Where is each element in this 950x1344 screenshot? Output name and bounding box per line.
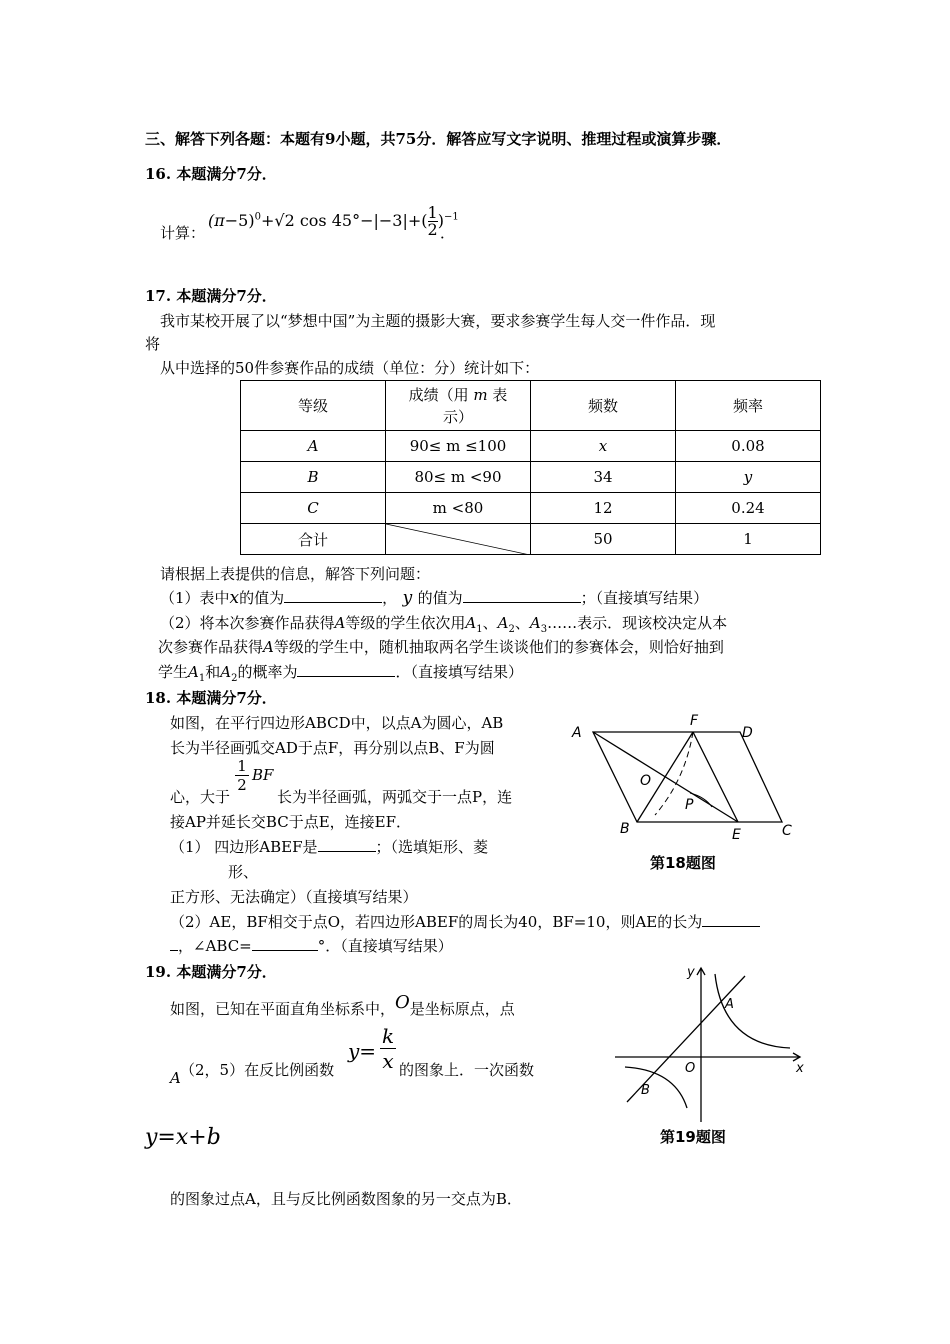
blank-ae-cont[interactable] — [170, 936, 178, 951]
q18-sub1 — [170, 836, 488, 857]
q17-p2-text: 次参赛作品获得 — [158, 638, 264, 656]
blank-probability[interactable] — [297, 662, 395, 677]
blank-x[interactable] — [284, 588, 382, 603]
table-row — [241, 524, 821, 555]
q18-sub1d: 正方形、无法确定）（直接填写结果） — [170, 888, 418, 906]
section-heading: 三、解答下列各题：本题有9小题，共75分．解答应写文字说明、推理过程或演算步骤． — [145, 130, 732, 148]
table-header: 频数 — [531, 381, 676, 431]
q17-p2-text: ．（直接填写结果） — [395, 663, 523, 681]
q18-sub1c: 形、 — [228, 863, 259, 881]
table-cell: B — [241, 462, 386, 493]
table-row — [241, 493, 821, 524]
q17-p2-text: 等级的学生依次用 — [345, 614, 466, 632]
q19-line1-text: 是坐标原点，点 — [409, 1000, 515, 1018]
q19-line4: 的图象过点A，且与反比例函数图象的另一交点为B． — [170, 1190, 522, 1208]
blank-shape[interactable] — [318, 837, 376, 852]
q18-sub2-text: ，∠ABC= — [178, 937, 252, 955]
point-b-label: B — [641, 1083, 650, 1098]
q16-end: ． — [440, 224, 456, 242]
q17-p1-text: （1）表中 — [160, 589, 230, 607]
q19-line1 — [170, 992, 515, 1019]
blank-angle[interactable] — [252, 936, 318, 951]
q18-sub1-text: ；（选填矩形、菱 — [375, 838, 489, 856]
table-cell: 90≤ m ≤100 — [386, 431, 531, 462]
table-cell: 80≤ m <90 — [386, 462, 531, 493]
table-cell: 0.08 — [676, 431, 821, 462]
q17-prompt: 请根据上表提供的信息，解答下列问题： — [160, 565, 431, 583]
q19-point-a: A — [170, 1069, 181, 1087]
q17-p2-text: 等级的学生中，随机抽取两名学生谈谈他们的参赛体会，则恰好抽到 — [273, 638, 724, 656]
symbol-o: O — [395, 992, 410, 1013]
origin-label: O — [685, 1061, 696, 1076]
table-header-row — [241, 381, 821, 431]
q19-line1-text: 如图，已知在平面直角坐标系中， — [170, 1000, 396, 1018]
hyperbola-branch-2 — [625, 1067, 687, 1108]
q17-p1-text: 的值为 — [417, 589, 463, 607]
table-cell: 12 — [531, 493, 676, 524]
table-row — [241, 431, 821, 462]
q19-fn-y: y= — [348, 1039, 377, 1063]
label-p: P — [685, 797, 694, 813]
table-cell: C — [241, 493, 386, 524]
q18-figure-caption: 第18题图 — [650, 854, 716, 872]
q17-p1-text: ， — [382, 589, 398, 607]
fn-numerator: k — [381, 1024, 395, 1048]
table-cell: 1 — [676, 524, 821, 555]
q17-p1-text: 的值为 — [239, 589, 285, 607]
q16-expression: $(\pi-5)^0+√2$ cos 45°−|−3|+( $\frac{1}{2}$ )$^{-1}$ — [208, 203, 459, 239]
q18-line3b: 长为半径画弧，两弧交于一点P，连 — [277, 788, 513, 806]
q19-line2c: 的图象上．一次函数 — [399, 1061, 535, 1079]
q19-figure — [605, 960, 820, 1150]
table-cell: y — [676, 462, 821, 493]
table-cell: 0.24 — [676, 493, 821, 524]
q17-p2-text: （2）将本次参赛作品获得 — [160, 614, 335, 632]
q18-frac-var: BF — [252, 766, 274, 784]
table-header: 等级 — [241, 381, 386, 431]
table-cell: m <80 — [386, 493, 531, 524]
q18-line1: 如图，在平行四边形ABCD中，以点A为圆心，AB — [170, 714, 504, 732]
fn-denominator: x — [382, 1049, 394, 1073]
blank-y[interactable] — [463, 588, 581, 603]
q18-sub2 — [170, 911, 760, 932]
q18-sub2-text: （2）AE，BF相交于点O，若四边形ABEF的周长为40，BF=10，则AE的长为 — [170, 913, 703, 931]
table-cell: A — [241, 431, 386, 462]
q17-intro-1: 我市某校开展了以“梦想中国”为主题的摄影大赛，要求参赛学生每人交一件作品．现 — [160, 312, 716, 330]
q17-intro-1b: 将 — [145, 335, 161, 353]
label-d: D — [742, 725, 753, 741]
q19-line2: （2，5）在反比例函数 — [180, 1061, 335, 1079]
q18-line4: 接AP并延长交BC于点E，连接EF． — [170, 813, 412, 831]
q18-line2: 长为半径画弧交AD于点F，再分别以点B、F为圆 — [170, 739, 495, 757]
q18-heading: 18. 本题满分7分． — [145, 689, 277, 707]
q18-sub2-text: °．（直接填写结果） — [317, 937, 453, 955]
axis-label-y: y — [687, 965, 695, 980]
diagonal-line — [386, 524, 530, 555]
q19-fn-fraction — [380, 1024, 396, 1073]
label-e: E — [732, 827, 741, 843]
q18-sub1-text: （1） 四边形ABEF是 — [170, 838, 318, 856]
q17-intro-2: 从中选择的50件参赛作品的成绩（单位：分）统计如下： — [160, 359, 540, 377]
q17-p2-text: 的概率为 — [237, 663, 298, 681]
blank-ae[interactable] — [702, 912, 760, 927]
label-o: O — [640, 773, 652, 789]
q18-line3a: 心，大于 — [170, 788, 231, 806]
table-header: 频率 — [676, 381, 821, 431]
label-b: B — [620, 821, 630, 837]
q17-part2-line2: 次参赛作品获得A等级的学生中，随机抽取两名学生谈谈他们的参赛体会，则恰好抽到 — [158, 638, 724, 656]
table-cell: 34 — [531, 462, 676, 493]
table-header: 成绩（用 m 表 示） — [386, 381, 531, 431]
point-a-label: A — [725, 997, 734, 1012]
q17-part2-line1: （2）将本次参赛作品获得A等级的学生依次用$A_1$、$A_2$、$A_3\dots\dots$表示．现该校决定从本 — [160, 614, 728, 635]
q17-p2-text: 和 — [205, 663, 221, 681]
table-cell-diagonal — [386, 524, 531, 555]
table-cell: 合计 — [241, 524, 386, 555]
label-c: C — [782, 823, 792, 839]
table-cell: 50 — [531, 524, 676, 555]
q16-label: 计算： — [160, 224, 206, 242]
axis-label-x: x — [796, 1061, 804, 1076]
table-cell: x — [531, 431, 676, 462]
score-table — [240, 380, 821, 555]
q19-heading: 19. 本题满分7分． — [145, 963, 277, 981]
q19-figure-caption: 第19题图 — [660, 1128, 726, 1146]
fraction-denominator: 2 — [237, 776, 247, 794]
q17-p1-text: ；（直接填写结果） — [580, 589, 709, 607]
q16-heading: 16. 本题满分7分． — [145, 165, 277, 183]
table-row — [241, 462, 821, 493]
q17-part2-line3: 学生$A_1$和$A_2$的概率为 ．（直接填写结果） — [158, 663, 523, 684]
q17-p2-text: ……表示．现该校决定从本 — [547, 614, 728, 632]
q19-linear-fn: y=x+b — [145, 1125, 221, 1150]
q17-p2-text: 学生 — [158, 663, 189, 681]
label-f: F — [690, 713, 699, 729]
q17-part1: （1）表中x的值为 ， y 的值为 ；（直接填写结果） — [160, 588, 709, 608]
fraction-numerator: 1 — [235, 757, 249, 776]
q17-heading: 17. 本题满分7分． — [145, 287, 277, 305]
q18-sub2-line2 — [170, 935, 453, 956]
q18-figure — [560, 705, 810, 880]
label-a: A — [572, 725, 582, 741]
q18-fraction — [235, 757, 249, 794]
